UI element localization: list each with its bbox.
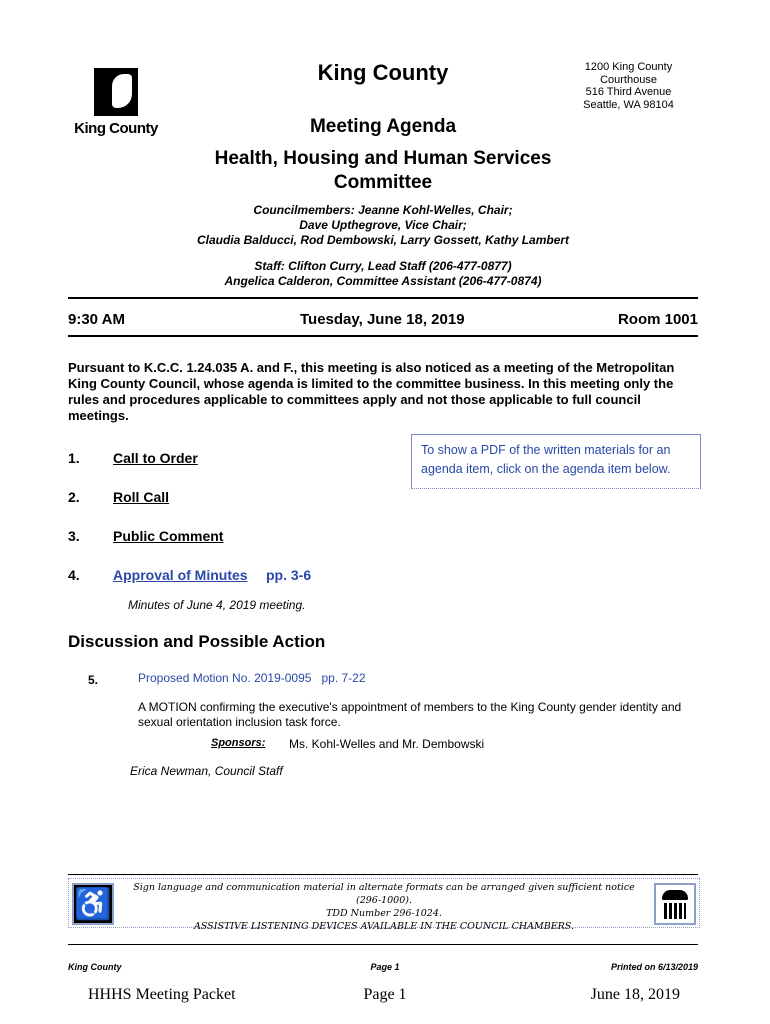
divider [68, 874, 698, 875]
agenda-item-public-comment[interactable]: Public Comment [113, 528, 224, 544]
footer-page: Page 1 [370, 962, 400, 972]
footer-county: King County [68, 962, 122, 972]
pursuant-notice: Pursuant to K.C.C. 1.24.035 A. and F., this meeting is also noticed as a meeting of the Metropolitan King County Council, whose agenda is limited to the committee business. In this meeting only the rules and procedures applicable to committees apply and not those applicable to full council meetings. [68, 360, 675, 423]
minutes-note: Minutes of June 4, 2019 meeting. [128, 598, 306, 612]
king-county-logo [68, 68, 164, 140]
proposed-motion-link[interactable] [138, 671, 366, 685]
sponsors-label: Sponsors: [211, 737, 266, 749]
agenda-item-approval-of-minutes[interactable]: Approval of Minutes [113, 567, 248, 583]
divider [68, 335, 698, 337]
councilmembers: Councilmembers: Jeanne Kohl-Welles, Chair; Dave Upthegrove, Vice Chair; Claudia Balducci, Rod Dembowski, Larry Gossett, Kathy Lambert [196, 203, 570, 247]
item-number: 5. [88, 673, 99, 687]
accessibility-notice [68, 878, 700, 932]
accessibility-text: Sign language and communication material in alternate formats can be arranged given sufficient notice (296-1000). TDD Number 296-1024. ASSISTIVE LISTENING DEVICES AVAILABLE IN THE COUNCIL CHAMBERS. [133, 882, 635, 932]
item-pages: pp. 3-6 [266, 567, 312, 583]
sponsors-value: Ms. Kohl-Welles and Mr. Dembowski [289, 737, 485, 751]
staff-info: Staff: Clifton Curry, Lead Staff (206-477-0877) Angelica Calderon, Committee Assistant (206-477-0874) [224, 259, 542, 288]
motion-pages: pp. 7-22 [321, 671, 366, 685]
logo-text: King County [74, 120, 158, 137]
item-number: 3. [68, 528, 80, 544]
address: 1200 King County Courthouse 516 Third Avenue Seattle, WA 98104 [583, 61, 674, 111]
packet-date: June 18, 2019 [590, 986, 680, 1003]
meeting-date: Tuesday, June 18, 2019 [300, 311, 465, 328]
agenda-item-call-to-order[interactable]: Call to Order [113, 450, 198, 466]
pdf-notice-box: To show a PDF of the written materials for an agenda item, click on the agenda item below. [411, 434, 701, 489]
committee-title: Health, Housing and Human Services Committee [214, 148, 552, 193]
page-title: King County [317, 60, 449, 85]
motion-description: A MOTION confirming the executive's appointment of members to the King County gender identity and sexual orientation inclusion task force. [138, 700, 682, 729]
meeting-time: 9:30 AM [68, 311, 125, 328]
agenda-item-roll-call[interactable]: Roll Call [113, 489, 170, 505]
section-title: Discussion and Possible Action [68, 632, 326, 651]
logo-mark-icon [94, 68, 138, 116]
packet-title: HHHS Meeting Packet [88, 986, 236, 1003]
packet-page: Page 1 [363, 986, 407, 1003]
agenda-title: Meeting Agenda [309, 116, 457, 137]
item-number: 2. [68, 489, 80, 505]
item-number: 4. [68, 567, 80, 583]
divider [68, 944, 698, 945]
footer-printed: Printed on 6/13/2019 [610, 962, 698, 972]
divider [68, 297, 698, 299]
tdd-phone-icon [654, 883, 696, 925]
meeting-room: Room 1001 [617, 311, 698, 328]
council-staff: Erica Newman, Council Staff [130, 764, 283, 778]
item-number: 1. [68, 450, 80, 466]
motion-label[interactable]: Proposed Motion No. 2019-0095 [138, 671, 312, 685]
wheelchair-icon: ♿ [72, 883, 114, 925]
